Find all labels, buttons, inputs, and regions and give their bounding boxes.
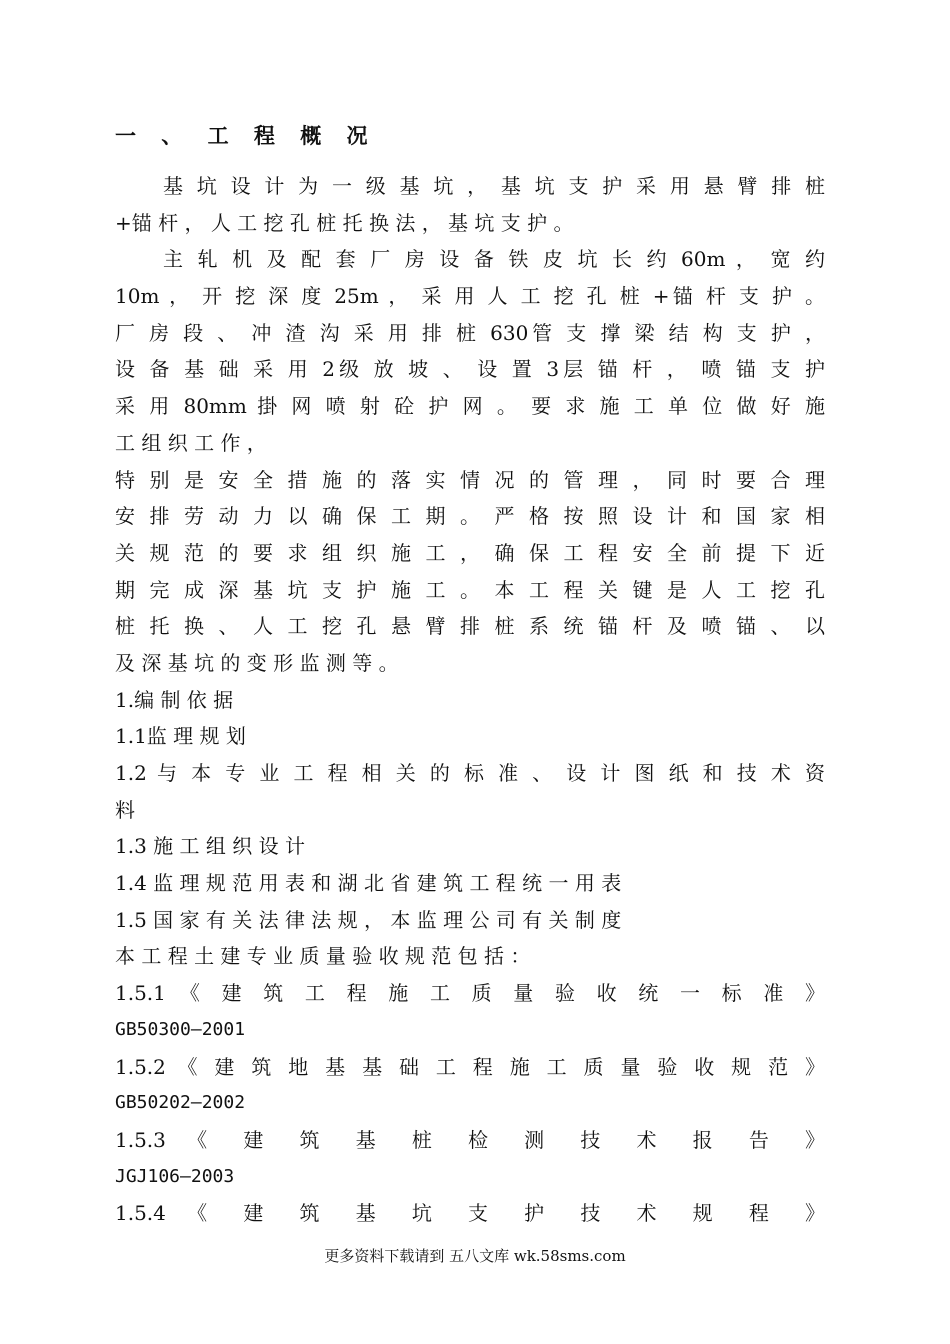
text-line: 料 [115, 797, 135, 822]
text-line: 1.5.3 《 建 筑 基 桩 检 测 技 术 报 告 》 [115, 1127, 825, 1152]
text-line: 特 别 是 安 全 措 施 的 落 实 情 况 的 管 理 ， 同 时 要 合 理 [115, 467, 825, 492]
text-line: 1.1监 理 规 划 [115, 724, 246, 749]
text-line: 桩 托 换 、 人 工 挖 孔 悬 臂 排 桩 系 统 锚 杆 及 喷 锚 、 以 [115, 614, 825, 639]
text-line: 本 工 程 土 建 专 业 质 量 验 收 规 范 包 括 ： [115, 944, 531, 969]
text-line: 1.5.4 《 建 筑 基 坑 支 护 技 术 规 程 》 [115, 1201, 825, 1226]
footer-note: 更多资料下载请到 五八文库 wk.58sms.com [324, 1247, 626, 1265]
text-line: 安 排 劳 动 力 以 确 保 工 期 。 严 格 按 照 设 计 和 国 家 相 [115, 504, 825, 529]
text-line: 厂 房 段 、 冲 渣 沟 采 用 排 桩 630管 支 撑 梁 结 构 支 护 ， [115, 320, 825, 345]
text-line: GB50202—2002 [115, 1092, 246, 1114]
text-line: 1.5 国 家 有 关 法 律 法 规 ， 本 监 理 公 司 有 关 制 度 [115, 907, 622, 932]
text-line: JGJ106—2003 [115, 1165, 235, 1187]
text-line: 1.3 施 工 组 织 设 计 [115, 834, 305, 859]
document-body [115, 168, 825, 1232]
text-line: 及 深 基 坑 的 变 形 监 测 等 。 [115, 650, 399, 675]
text-line: 采 用 80mm 掛 网 喷 射 砼 护 网 。 要 求 施 工 单 位 做 好 施 [115, 394, 825, 419]
text-line: 工 组 织 工 作 ， [115, 430, 267, 455]
text-line: 期 完 成 深 基 坑 支 护 施 工 。 本 工 程 关 键 是 人 工 挖 孔 [115, 577, 825, 602]
text-line: 1.5.1 《 建 筑 工 程 施 工 质 量 验 收 统 一 标 准 》 [115, 981, 825, 1006]
text-line: 基 坑 设 计 为 一 级 基 坑 ， 基 坑 支 护 采 用 悬 臂 排 桩 [163, 174, 825, 198]
text-line: 设 备 基 础 采 用 2级 放 坡 、 设 置 3层 锚 杆 ， 喷 锚 支 护 [115, 357, 825, 382]
text-line: +锚 杆 ， 人 工 挖 孔 桩 托 换 法 ， 基 坑 支 护 。 [115, 210, 574, 235]
text-line: 主 轧 机 及 配 套 厂 房 设 备 铁 皮 坑 长 约 60m ， 宽 约 [163, 247, 825, 272]
text-line: 10m ， 开 挖 深 度 25m ， 采 用 人 工 挖 孔 桩 +锚 杆 支 护 。 [115, 284, 825, 309]
text-line: 1.4 监 理 规 范 用 表 和 湖 北 省 建 筑 工 程 统 一 用 表 [115, 871, 622, 896]
text-line: 1.编 制 依 据 [115, 687, 234, 712]
section-heading: 一 、 工 程 概 况 [115, 123, 377, 148]
text-line: 1.5.2 《 建 筑 地 基 基 础 工 程 施 工 质 量 验 收 规 范 》 [115, 1054, 825, 1079]
text-line: 关 规 范 的 要 求 组 织 施 工 ， 确 保 工 程 安 全 前 提 下 近 [115, 540, 825, 565]
text-line: GB50300—2001 [115, 1018, 246, 1040]
text-line: 1.2 与 本 专 业 工 程 相 关 的 标 准 、 设 计 图 纸 和 技 术 资 [115, 761, 825, 785]
